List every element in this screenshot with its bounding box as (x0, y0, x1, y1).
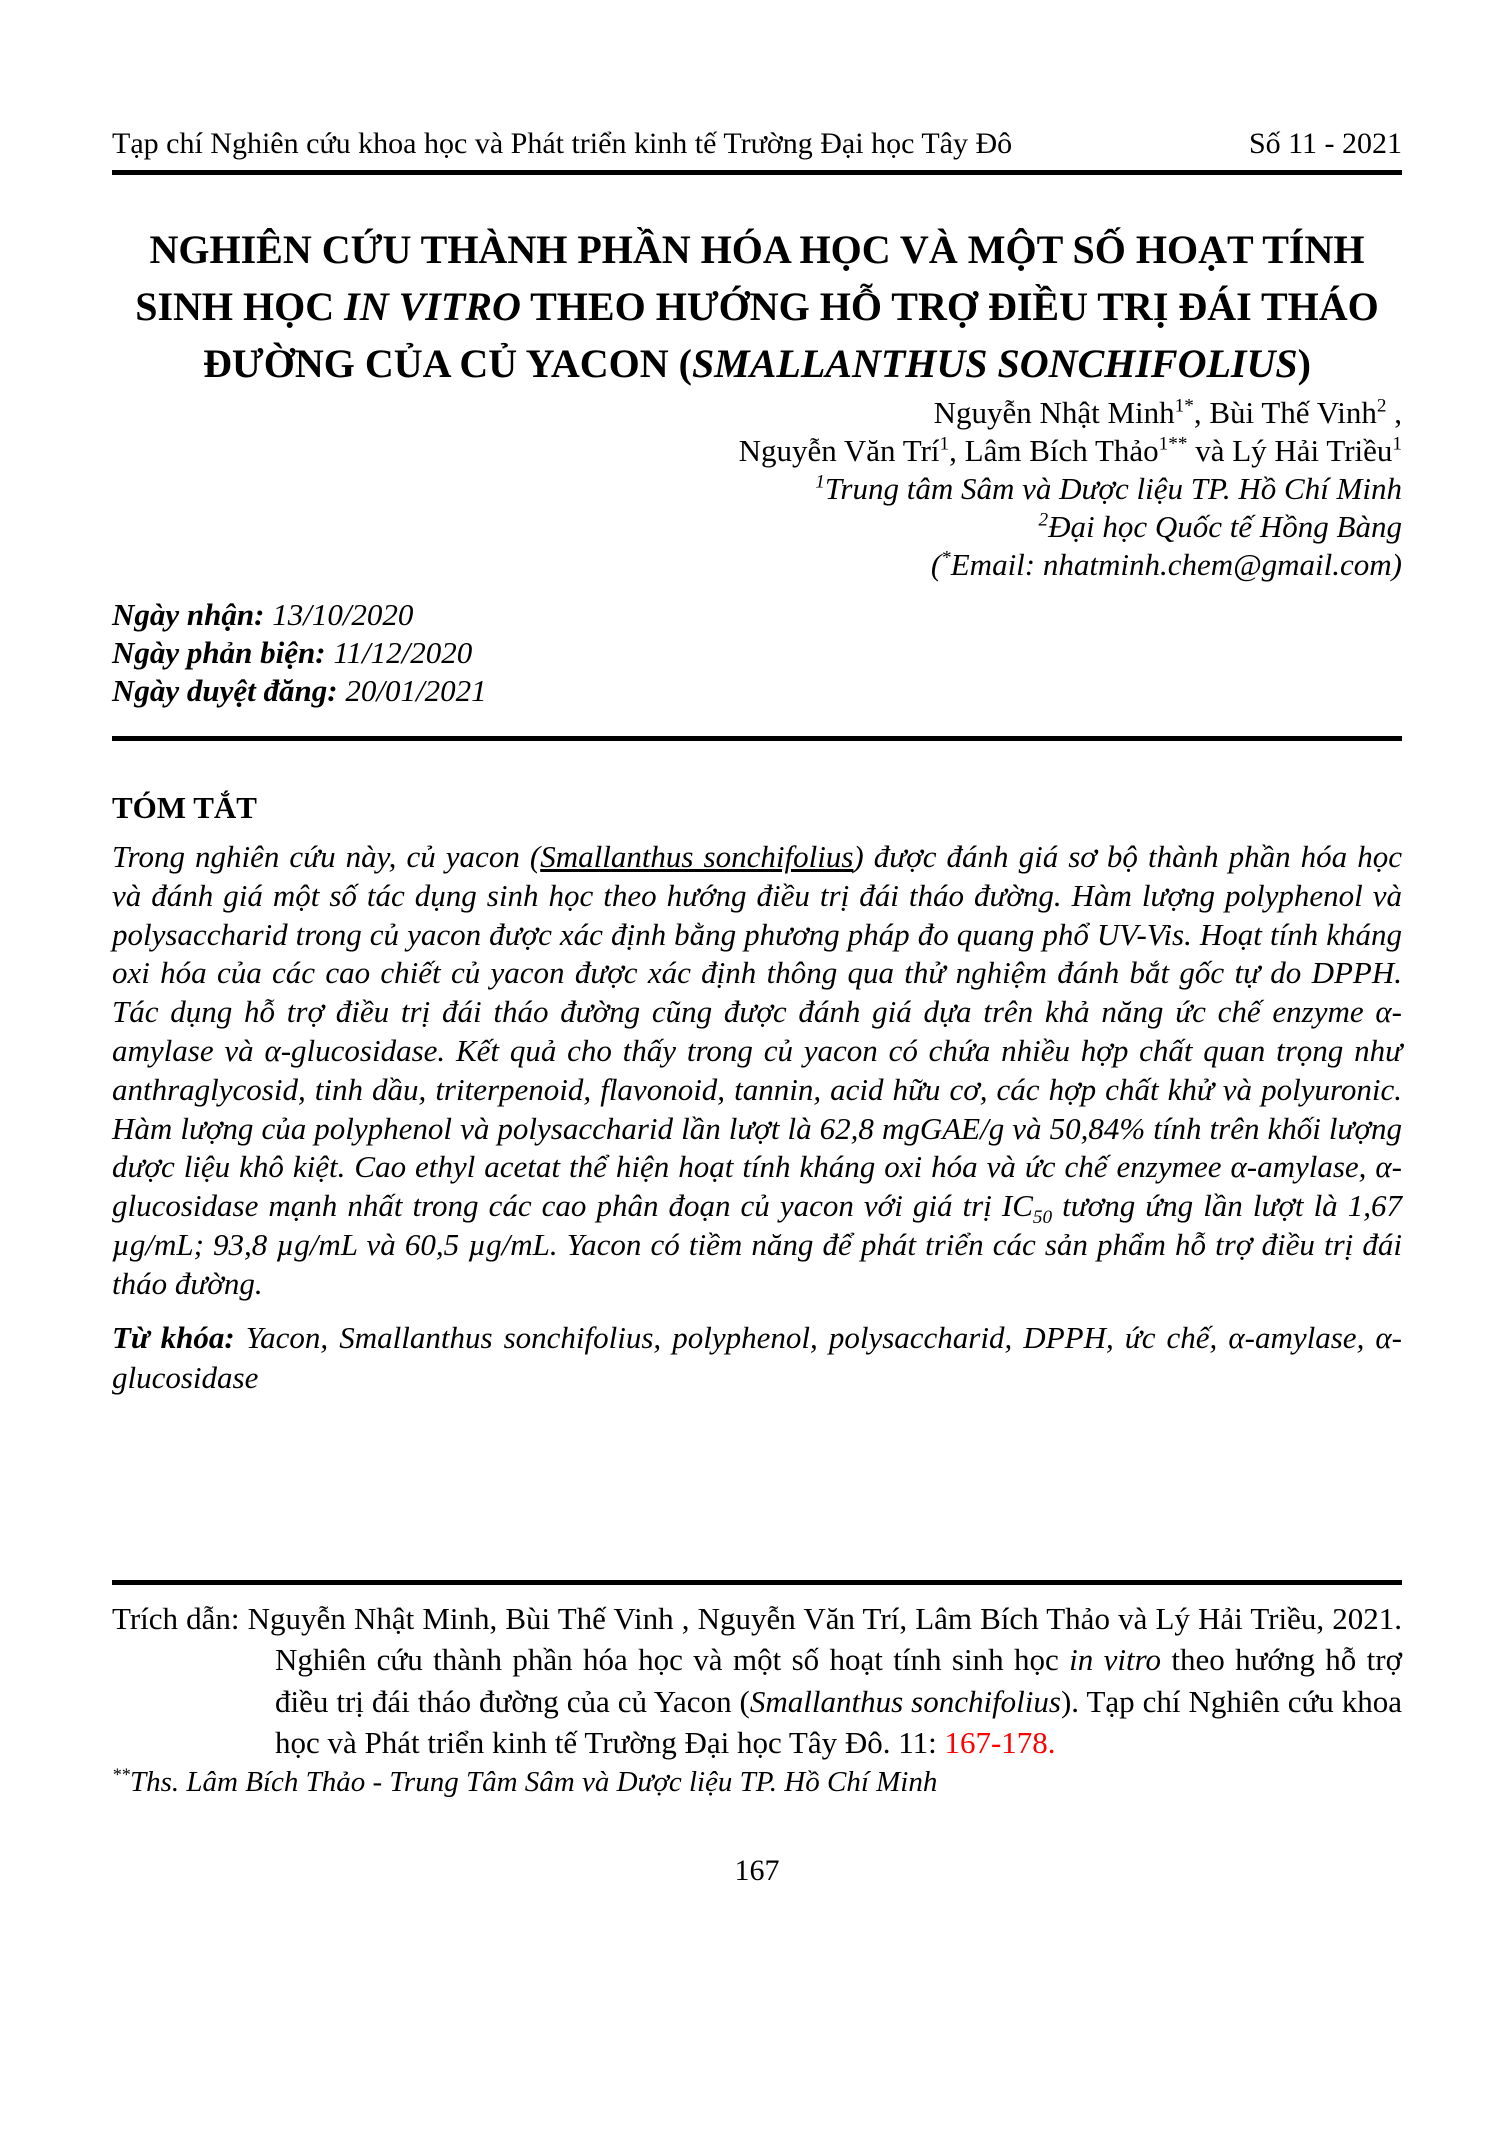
citation-block (112, 1598, 1402, 1764)
date-received-value: 13/10/2020 (272, 597, 414, 632)
author-name: , Bùi Thế Vinh (1193, 395, 1377, 430)
citation-italic-species: Smallanthus sonchifolius (749, 1683, 1061, 1719)
affiliation-2 (112, 508, 1402, 546)
author-name: Nguyễn Nhật Minh (933, 395, 1175, 430)
author-superscript: 1* (1174, 395, 1194, 417)
email-paren: ( (930, 547, 942, 582)
author-superscript: 1** (1158, 433, 1188, 455)
author-name: Nguyễn Văn Trí (738, 433, 940, 468)
author-name: , Lâm Bích Thảo (949, 433, 1159, 468)
citation-text: theo hướng hỗ trợ điều trị đái tháo đường của củ Yacon ( (275, 1642, 1402, 1719)
page-header (112, 126, 1402, 162)
section-divider (112, 736, 1402, 741)
abstract-species-underlined: Smallanthus sonchifolius (540, 839, 854, 874)
author-line-2 (112, 432, 1402, 470)
article-title (132, 221, 1382, 392)
date-reviewed-label: Ngày phản biện: (112, 635, 326, 670)
date-received-label: Ngày nhận: (112, 597, 265, 632)
footnote-text: Ths. Lâm Bích Thảo - Trung Tâm Sâm và Dược liệu TP. Hồ Chí Minh (129, 1765, 938, 1798)
date-accepted-value: 20/01/2021 (345, 673, 487, 708)
footnote (112, 1764, 1402, 1800)
dates-block (112, 596, 1402, 710)
citation-divider (112, 1580, 1402, 1585)
keywords-block (112, 1318, 1402, 1398)
affiliation-superscript: 2 (1038, 509, 1049, 531)
citation-italic-invitro: in vitro (1069, 1642, 1162, 1678)
header-divider (112, 170, 1402, 175)
abstract-heading: TÓM TẮT (112, 790, 257, 825)
abstract-paragraph (112, 838, 1402, 1304)
abstract-text: ) được đánh giá sơ bộ thành phần hóa học và đánh giá một số tác dụng sinh học theo hướng điều trị đái tháo đường. Hàm lượng polyphenol và polysaccharid trong củ yacon được xác định bằng phương pháp đo quang phổ UV-Vis. Hoạt tính kháng oxi hóa của các cao chiết củ yacon được xác định thông qua thử nghiệm đánh bắt gốc tự do DPPH. Tác dụng hỗ trợ điều trị đái tháo đường cũng được đánh giá dựa trên khả năng ức chế enzyme α-amylase và α-glucosidase. Kết quả cho thấy trong củ yacon có chứa nhiều hợp chất quan trọng như anthraglycosid, tinh dầu, triterpenoid, flavonoid, tannin, acid hữu cơ, các hợp chất khử và polyuronic. Hàm lượng của polyphenol và polysaccharid lần lượt là 62,8 mgGAE/g và 50,84% tính trên khối lượng dược liệu khô kiệt. Cao ethyl acetat thể hiện hoạt tính kháng oxi hóa và ức chế enzymee α-amylase, α-glucosidase mạnh nhất trong các cao phân đoạn củ yacon với giá trị IC (112, 839, 1402, 1224)
issue-number: Số 11 - 2021 (1248, 127, 1402, 160)
journal-name: Tạp chí Nghiên cứu khoa học và Phát triển kinh tế Trường Đại học Tây Đô (112, 127, 1013, 160)
affiliation-text: Trung tâm Sâm và Dược liệu TP. Hồ Chí Minh (824, 471, 1402, 506)
date-reviewed-value: 11/12/2020 (333, 635, 473, 670)
author-superscript: 2 (1376, 395, 1387, 417)
affiliation-superscript: 1 (815, 471, 825, 493)
ic50-subscript: 50 (1032, 1207, 1053, 1229)
author-superscript: 1 (939, 433, 950, 455)
citation-label: Trích dẫn: (112, 1600, 240, 1636)
footnote-superscript: ** (112, 1763, 130, 1784)
date-received (112, 596, 1402, 634)
author-line-tail: , (1386, 395, 1402, 430)
title-text: THEO HƯỚNG HỖ TRỢ ĐIỀU TRỊ ĐÁI THÁO ĐƯỜNG CỦA CỦ YACON ( (203, 284, 1379, 386)
title-italic-species: SMALLANTHUS SONCHIFOLIUS (691, 341, 1298, 386)
abstract-text: Trong nghiên cứu này, củ yacon ( (112, 839, 541, 874)
authors-block (112, 394, 1402, 584)
abstract-text: tương ứng lần lượt là 1,67 µg/mL; 93,8 µg/mL và 60,5 µg/mL. Yacon có tiềm năng để phát triển các sản phẩm hỗ trợ điều trị đái tháo đường. (112, 1188, 1402, 1301)
email-text: Email: nhatminh.chem@gmail.com) (950, 547, 1402, 582)
date-accepted-label: Ngày duyệt đăng: (112, 673, 338, 708)
affiliation-text: Đại học Quốc tế Hồng Bàng (1048, 509, 1402, 544)
author-line-1 (112, 394, 1402, 432)
page-number: 167 (734, 1853, 780, 1887)
date-accepted (112, 672, 1402, 710)
title-italic-invitro: IN VITRO (344, 284, 521, 329)
corresponding-email (112, 546, 1402, 584)
keywords-label: Từ khóa: (112, 1319, 235, 1355)
citation-text: ). Tạp chí Nghiên cứu khoa học và Phát triển kinh tế Trường Đại học Tây Đô. 11: (275, 1683, 1402, 1761)
email-superscript: * (941, 547, 951, 569)
citation-text: Nguyễn Nhật Minh, Bùi Thế Vinh , Nguyễn Văn Trí, Lâm Bích Thảo và Lý Hải Triều, 2021. Nghiên cứu thành phần hóa học và một số hoạt tính sinh học (239, 1600, 1403, 1678)
author-superscript: 1 (1392, 433, 1402, 455)
affiliation-1 (112, 470, 1402, 508)
author-name: và Lý Hải Triều (1187, 433, 1393, 468)
keywords-text: Yacon, Smallanthus sonchifolius, polyphenol, polysaccharid, DPPH, ức chế, α-amylase, α-glucosidase (112, 1319, 1402, 1395)
date-reviewed (112, 634, 1402, 672)
citation-page-range: 167-178. (944, 1725, 1056, 1761)
title-text: NGHIÊN CỨU THÀNH PHẦN HÓA HỌC VÀ MỘT SỐ HOẠT TÍNH SINH HỌC (135, 227, 1365, 329)
title-text: ) (1297, 341, 1311, 386)
